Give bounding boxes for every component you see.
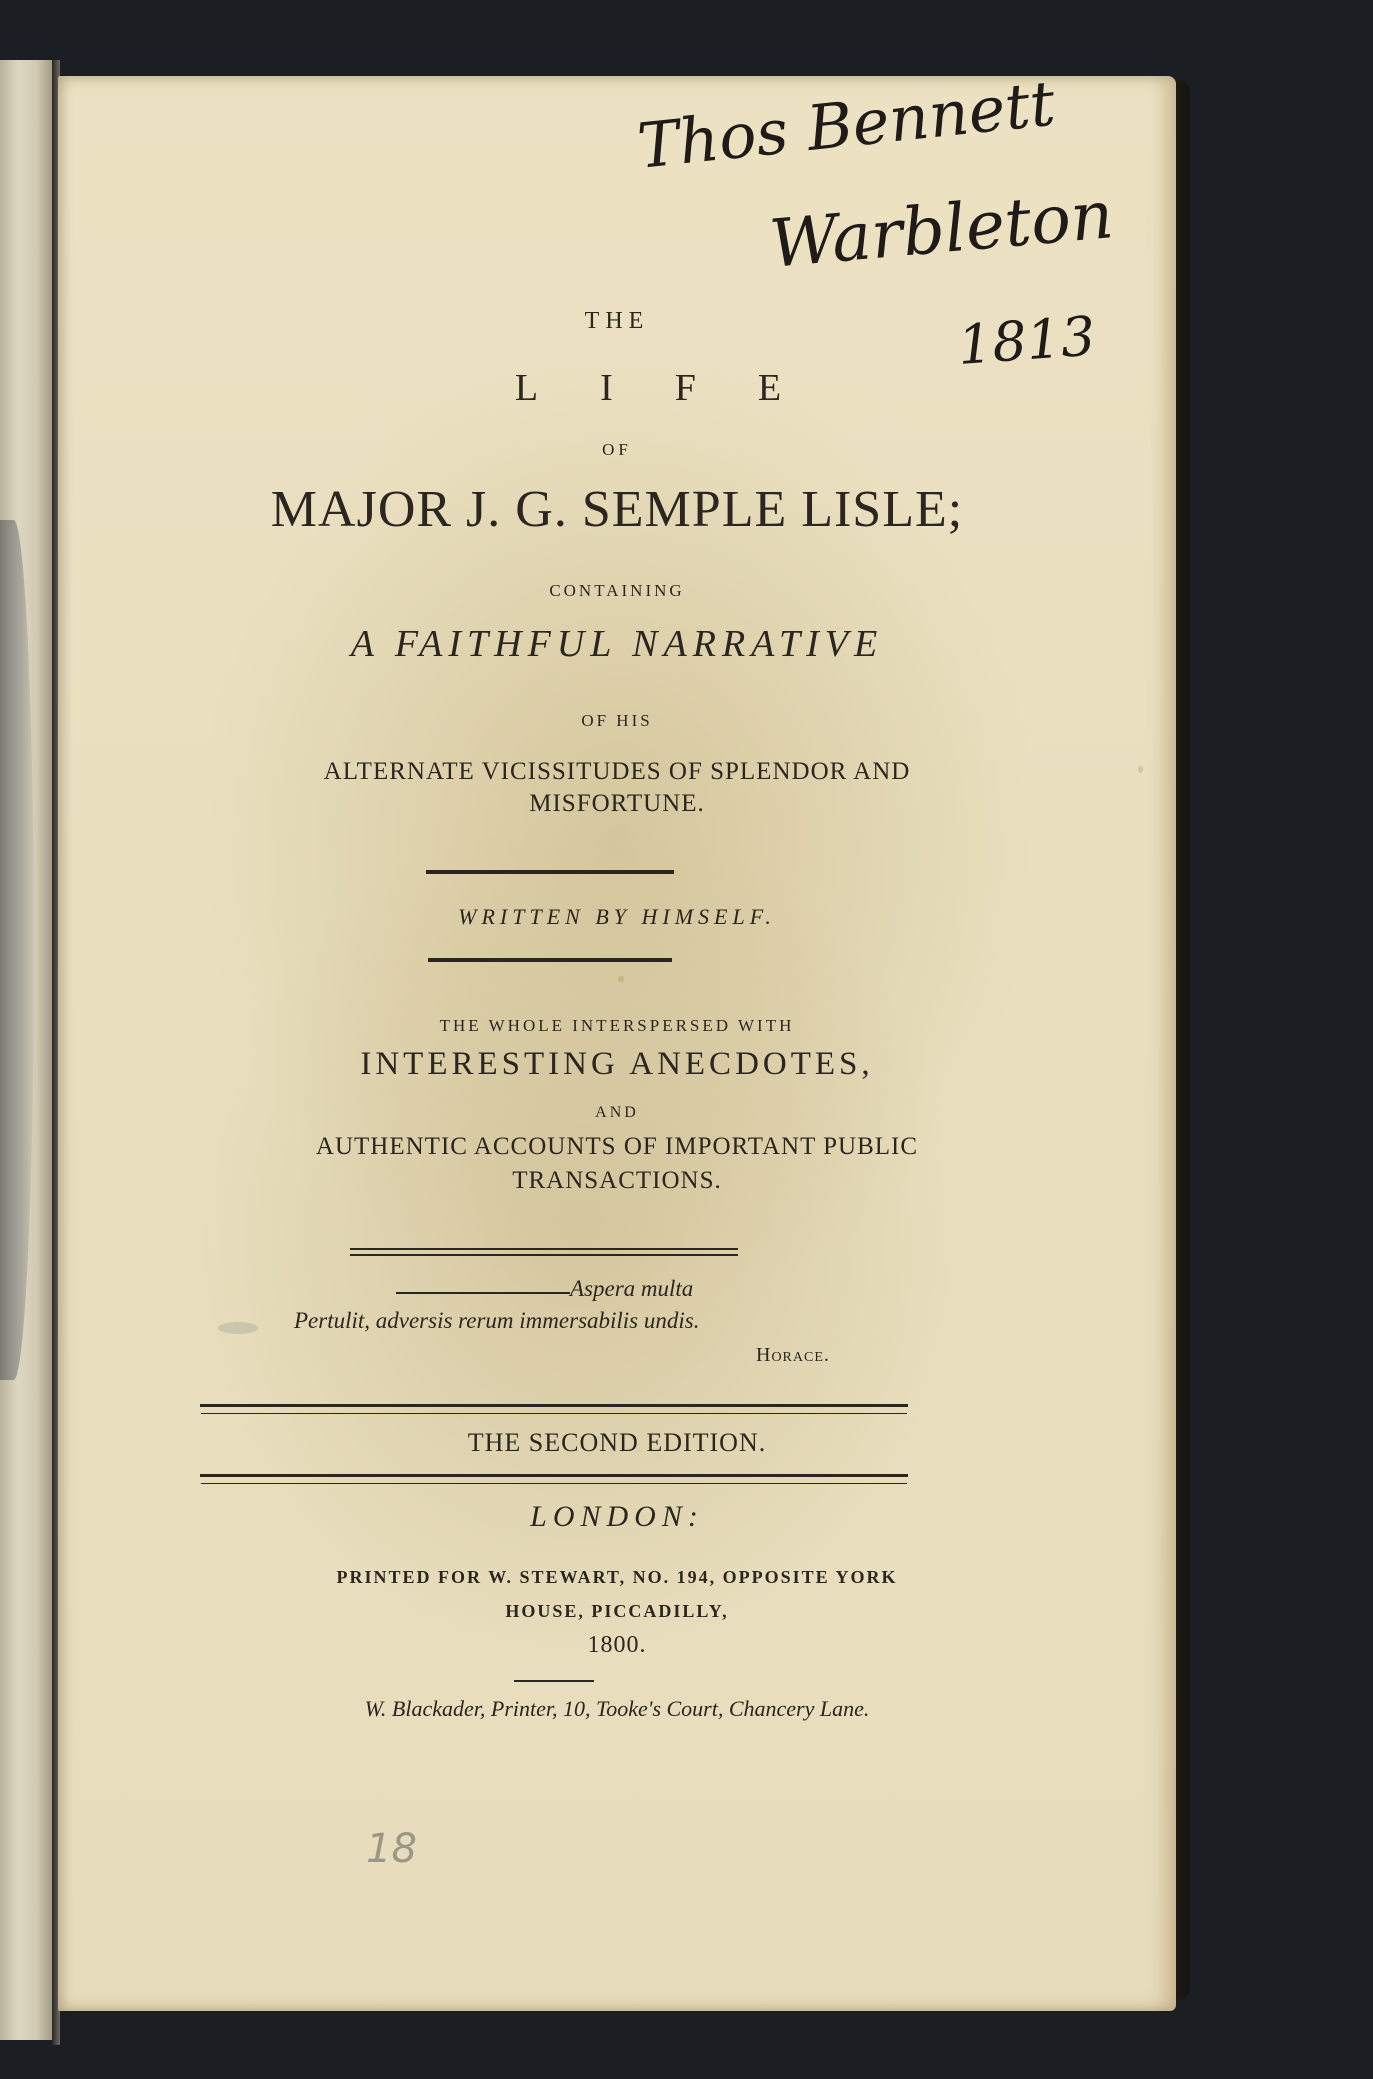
and-label: AND [595,1104,639,1121]
vicissitudes-line-2: MISFORTUNE. [529,790,705,817]
whole-interspersed: THE WHOLE INTERSPERSED WITH [439,1016,795,1035]
written-by-himself: WRITTEN BY HIMSELF. [458,904,776,929]
imprint-year: 1800. [587,1632,647,1658]
imprint-publisher [58,1560,1176,1628]
ornamental-rule [428,958,672,962]
title-page [58,66,1176,2011]
epigraph-line-2: Pertulit, adversis rerum immersabilis undis. [294,1308,700,1333]
short-rule [514,1680,594,1682]
title-of: OF [602,440,632,459]
inscription-year: 1813 [955,304,1098,377]
title-containing: CONTAINING [549,581,685,600]
title-the: THE [584,308,650,334]
epigraph-author: Horace. [756,1344,830,1366]
imprint-line-2: HOUSE, PICCADILLY, [505,1601,729,1621]
title-life: LIFE [514,367,844,409]
imprint-line-1: PRINTED FOR W. STEWART, NO. 194, OPPOSITE YORK [336,1567,898,1587]
vicissitudes-line-1: ALTERNATE VICISSITUDES OF SPLENDOR AND [323,758,911,785]
inscription-name: Thos Bennett [634,66,1059,183]
imprint-city: LONDON: [530,1500,704,1533]
authentic-accounts [58,1130,1176,1198]
double-rule [200,1404,908,1407]
title-subject: MAJOR J. G. SEMPLE LISLE; [270,481,964,538]
epigraph-line-1: Aspera multa [570,1276,694,1301]
foxing-spot [218,1322,258,1334]
interesting-anecdotes: INTERESTING ANECDOTES, [360,1046,874,1082]
double-rule [350,1248,738,1250]
edition-label: THE SECOND EDITION. [467,1428,767,1457]
title-narrative: A FAITHFUL NARRATIVE [350,623,884,665]
authentic-line-2: TRANSACTIONS. [512,1167,722,1194]
foxing-spot [618,976,624,982]
printer-line: W. Blackader, Printer, 10, Tooke's Court, Chancery Lane. [364,1696,870,1721]
authentic-line-1: AUTHENTIC ACCOUNTS OF IMPORTANT PUBLIC [315,1133,919,1160]
inscription-place: Warbleton [766,176,1117,283]
quote-dash [396,1292,570,1294]
title-vicissitudes [58,756,1176,820]
ornamental-rule [426,870,674,874]
double-rule [200,1474,908,1477]
title-of-his: OF HIS [581,711,653,730]
pencil-mark: 18 [366,1826,417,1872]
